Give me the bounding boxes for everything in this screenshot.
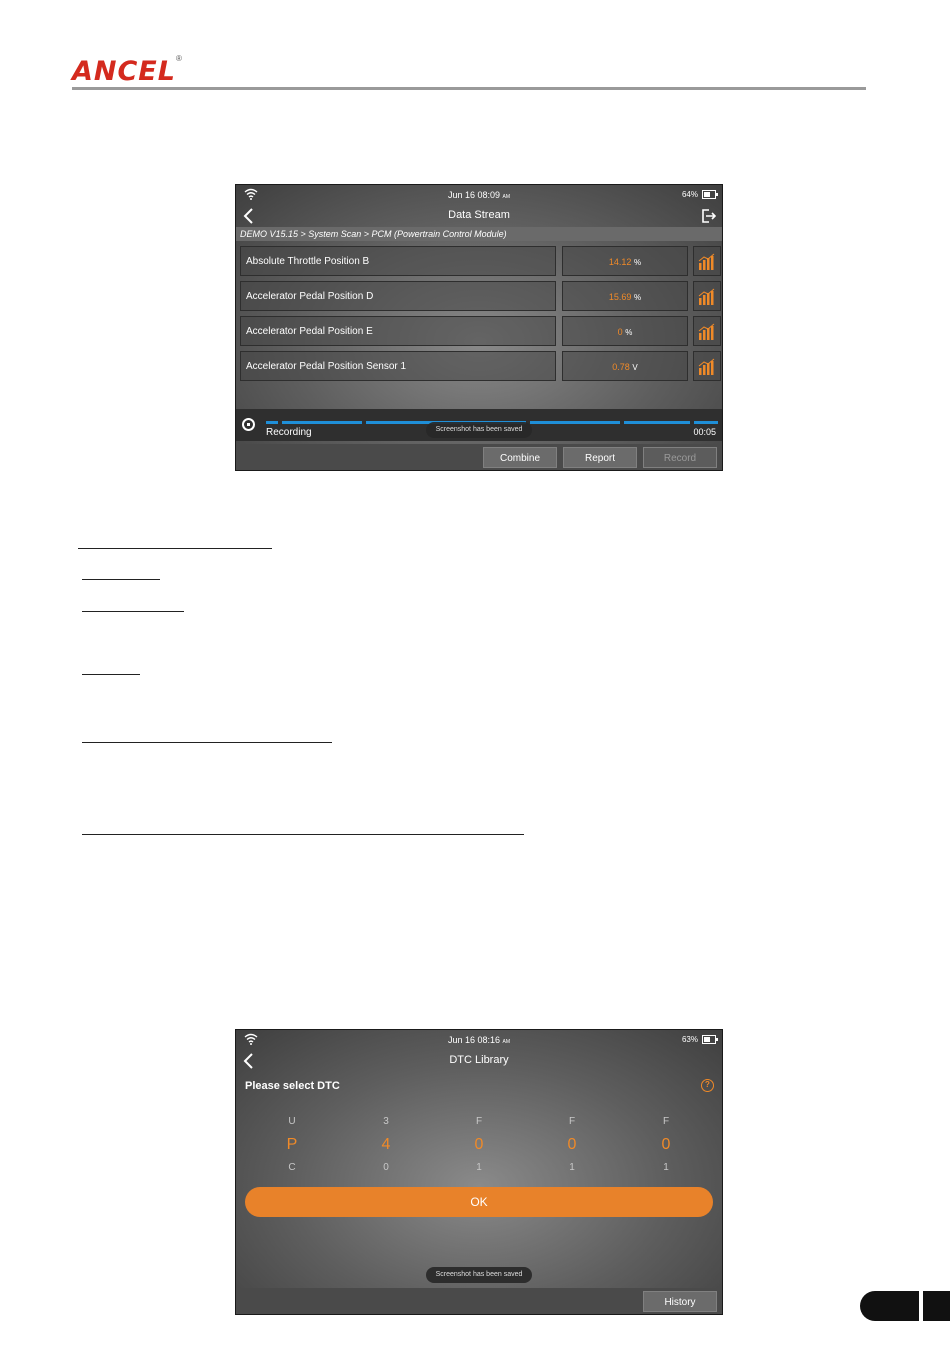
title-bar (236, 205, 722, 227)
registered-mark: ® (176, 54, 182, 63)
graph-button[interactable] (693, 281, 721, 311)
text-underline (82, 611, 184, 612)
bar-chart-icon (698, 323, 716, 340)
status-time: Jun 16 08:09 AM (447, 190, 511, 200)
bottom-toolbar (236, 444, 722, 470)
bottom-toolbar (236, 1288, 722, 1314)
stop-record-icon[interactable] (242, 418, 255, 431)
history-button[interactable]: History (643, 1291, 717, 1312)
bar-chart-icon (698, 253, 716, 270)
graph-button[interactable] (693, 316, 721, 346)
battery-percent: 63% (681, 1035, 698, 1044)
parameter-value: 0.78 V (562, 351, 688, 381)
record-button[interactable]: Record (643, 447, 717, 468)
text-underline (78, 548, 272, 549)
exit-icon[interactable] (700, 208, 716, 224)
help-icon[interactable]: ? (701, 1079, 714, 1092)
bar-chart-icon (698, 358, 716, 375)
parameter-value: 0 % (562, 316, 688, 346)
title-bar (236, 1050, 722, 1072)
toast-message: Screenshot has been saved (426, 422, 532, 438)
dtc-library-screenshot (235, 1029, 723, 1315)
dtc-picker-column[interactable]: U P C (286, 1116, 298, 1173)
text-underline (82, 579, 160, 580)
dtc-picker-column[interactable]: F 0 1 (567, 1116, 577, 1173)
recording-time: 00:05 (693, 427, 716, 437)
bar-chart-icon (698, 288, 716, 305)
battery-percent: 64% (681, 190, 698, 199)
status-time: Jun 16 08:16 AM (447, 1035, 511, 1045)
parameter-name: Accelerator Pedal Position Sensor 1 (240, 351, 556, 381)
battery-icon (702, 1035, 716, 1044)
header-divider (72, 87, 866, 90)
data-stream-row (240, 316, 718, 348)
parameter-value: 14.12 % (562, 246, 688, 276)
recording-label: Recording (266, 427, 312, 438)
text-underline (82, 834, 524, 835)
dtc-picker-column[interactable]: F 0 1 (474, 1116, 484, 1173)
logo-text: ANCEL (72, 56, 176, 87)
battery-icon (702, 190, 716, 199)
ancel-logo (72, 58, 187, 86)
parameter-name: Accelerator Pedal Position E (240, 316, 556, 346)
graph-button[interactable] (693, 351, 721, 381)
ok-button[interactable]: OK (245, 1187, 713, 1217)
combine-button[interactable]: Combine (483, 447, 557, 468)
status-bar (236, 1030, 722, 1050)
data-stream-row (240, 246, 718, 278)
status-bar (236, 185, 722, 205)
graph-button[interactable] (693, 246, 721, 276)
screen-title: DTC Library (449, 1054, 509, 1066)
page-number-tab (860, 1291, 950, 1321)
dtc-heading: Please select DTC (245, 1080, 340, 1092)
data-stream-row (240, 281, 718, 313)
parameter-name: Accelerator Pedal Position D (240, 281, 556, 311)
parameter-name: Absolute Throttle Position B (240, 246, 556, 276)
dtc-picker-column[interactable]: F 0 1 (661, 1116, 671, 1173)
report-button[interactable]: Report (563, 447, 637, 468)
data-stream-screenshot (235, 184, 723, 471)
breadcrumb: DEMO V15.15 > System Scan > PCM (Powertrain Control Module) (236, 227, 722, 241)
dtc-picker-column[interactable]: 3 4 0 (381, 1116, 391, 1173)
parameter-value: 15.69 % (562, 281, 688, 311)
screen-title: Data Stream (448, 209, 510, 221)
toast-message: Screenshot has been saved (426, 1267, 532, 1283)
text-underline (82, 674, 140, 675)
data-stream-row (240, 351, 718, 383)
text-underline (82, 742, 332, 743)
